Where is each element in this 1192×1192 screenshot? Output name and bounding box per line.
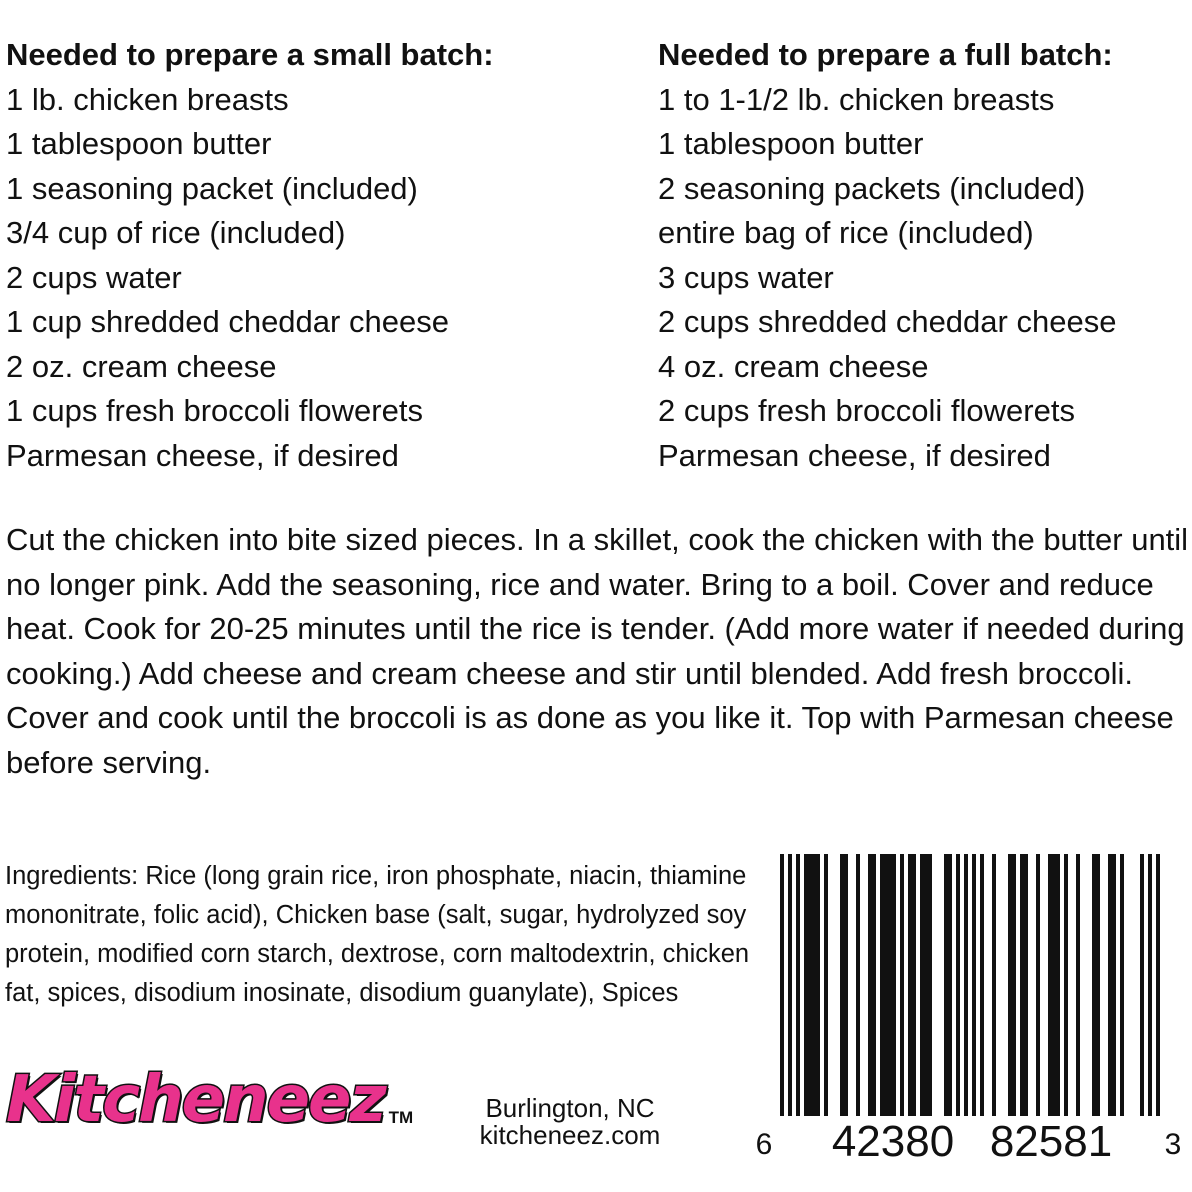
barcode-bar bbox=[872, 854, 876, 1116]
barcode-check-digit: 3 bbox=[1164, 1128, 1182, 1161]
barcode-bar bbox=[1076, 854, 1080, 1116]
barcode-bar bbox=[928, 854, 932, 1116]
barcode-bar bbox=[1096, 854, 1100, 1116]
barcode-number-system: 6 bbox=[755, 1128, 773, 1161]
barcode-bar bbox=[884, 854, 888, 1116]
barcode-bar bbox=[1056, 854, 1060, 1116]
ingredients-list: Ingredients: Rice (long grain rice, iron phosphate, niacin, thiamine mononitrate, folic acid), Chicken base (salt, sugar, hydrolyzed soy protein, modified corn starch, dextrose, corn maltodextrin, chicken fat, spices, disodium inosinate, disodium guanylate), Spices bbox=[5, 862, 750, 1007]
small-batch-column bbox=[6, 33, 626, 478]
barcode-bar bbox=[812, 854, 816, 1146]
company-address bbox=[440, 1095, 700, 1149]
barcode-bar bbox=[840, 854, 844, 1116]
barcode-bar bbox=[788, 854, 792, 1146]
list-item: 2 oz. cream cheese bbox=[6, 348, 277, 384]
brand-name: Kitcheneez bbox=[6, 1063, 385, 1137]
barcode-left-digits: 42380 bbox=[831, 1117, 955, 1164]
barcode-bar bbox=[912, 854, 916, 1116]
barcode-bar bbox=[1052, 854, 1056, 1116]
barcode-bar bbox=[1024, 854, 1028, 1116]
list-item: 1 cups fresh broccoli flowerets bbox=[6, 393, 423, 428]
barcode-bar bbox=[1092, 854, 1096, 1116]
barcode-bar bbox=[1108, 854, 1112, 1116]
barcode-bar bbox=[856, 854, 860, 1116]
barcode-bar bbox=[1112, 854, 1116, 1116]
small-batch-heading: Needed to prepare a small batch: bbox=[6, 37, 494, 72]
barcode-bar bbox=[964, 854, 968, 1146]
barcode-bar bbox=[992, 854, 996, 1116]
barcode-bar bbox=[956, 854, 960, 1116]
list-item: 3 cups water bbox=[658, 259, 834, 295]
barcode-bar bbox=[824, 854, 828, 1116]
barcode-bar bbox=[908, 854, 912, 1116]
barcode-bar bbox=[888, 854, 892, 1116]
trademark-mark: TM bbox=[388, 1108, 414, 1127]
barcode-bar bbox=[1036, 854, 1040, 1116]
barcode-bar bbox=[780, 854, 784, 1146]
list-item: 1 to 1-1/2 lb. chicken breasts bbox=[658, 81, 1055, 117]
barcode-bar bbox=[880, 854, 884, 1116]
list-item: 2 cups fresh broccoli flowerets bbox=[658, 393, 1075, 428]
full-batch-column bbox=[658, 33, 1188, 478]
barcode-bar bbox=[1012, 854, 1016, 1116]
list-item: 1 cup shredded cheddar cheese bbox=[6, 304, 449, 339]
barcode-bar bbox=[796, 854, 800, 1146]
address-website: kitcheneez.com bbox=[479, 1120, 661, 1150]
barcode-bar bbox=[900, 854, 904, 1116]
barcode-bar bbox=[844, 854, 848, 1116]
barcode-bar bbox=[1120, 854, 1124, 1146]
list-item: entire bag of rice (included) bbox=[658, 215, 1034, 250]
brand-logo bbox=[6, 1063, 414, 1137]
address-city: Burlington, NC bbox=[485, 1093, 655, 1123]
list-item: 1 lb. chicken breasts bbox=[6, 81, 289, 117]
barcode-bar bbox=[920, 854, 924, 1116]
list-item: Parmesan cheese, if desired bbox=[658, 437, 1051, 473]
barcode-bar bbox=[924, 854, 928, 1116]
barcode-bar bbox=[1008, 854, 1012, 1116]
list-item: 4 oz. cream cheese bbox=[658, 348, 929, 384]
list-item: 2 seasoning packets (included) bbox=[658, 170, 1086, 206]
barcode-bar bbox=[1064, 854, 1068, 1116]
list-item: 2 cups shredded cheddar cheese bbox=[658, 304, 1117, 339]
list-item: Parmesan cheese, if desired bbox=[6, 437, 399, 473]
barcode-bar bbox=[944, 854, 948, 1116]
barcode-bar bbox=[1148, 854, 1152, 1146]
barcode-bar bbox=[868, 854, 872, 1116]
barcode-bar bbox=[808, 854, 812, 1146]
barcode-bar bbox=[804, 854, 808, 1146]
barcode-bar bbox=[1048, 854, 1052, 1116]
upc-barcode bbox=[752, 854, 1188, 1164]
barcode-bar bbox=[972, 854, 976, 1146]
barcode-bar bbox=[892, 854, 896, 1116]
list-item: 1 tablespoon butter bbox=[6, 126, 272, 161]
barcode-bar bbox=[980, 854, 984, 1116]
list-item: 1 seasoning packet (included) bbox=[6, 170, 418, 206]
barcode-bar bbox=[816, 854, 820, 1146]
list-item: 3/4 cup of rice (included) bbox=[6, 215, 346, 250]
list-item: 1 tablespoon butter bbox=[658, 126, 924, 161]
barcode-bar bbox=[1140, 854, 1144, 1146]
barcode-bar bbox=[948, 854, 952, 1116]
barcode-bar bbox=[1156, 854, 1160, 1146]
full-batch-heading: Needed to prepare a full batch: bbox=[658, 37, 1113, 72]
barcode-right-digits: 82581 bbox=[989, 1117, 1113, 1164]
barcode-bar bbox=[1020, 854, 1024, 1116]
cooking-instructions: Cut the chicken into bite sized pieces. In a skillet, cook the chicken with the butter until no longer pink. Add the seasoning, rice and water. Bring to a boil. Cover and reduce heat. Cook for 20-25 minutes until the rice is tender. (Add more water if needed during cooking.) Add cheese and cream cheese and stir until blended. Add fresh broccoli. Cover and cook until the broccoli is as done as you like it. Top with Parmesan cheese before serving. bbox=[6, 522, 1189, 780]
barcode-graphic bbox=[752, 854, 1188, 1164]
list-item: 2 cups water bbox=[6, 259, 182, 295]
